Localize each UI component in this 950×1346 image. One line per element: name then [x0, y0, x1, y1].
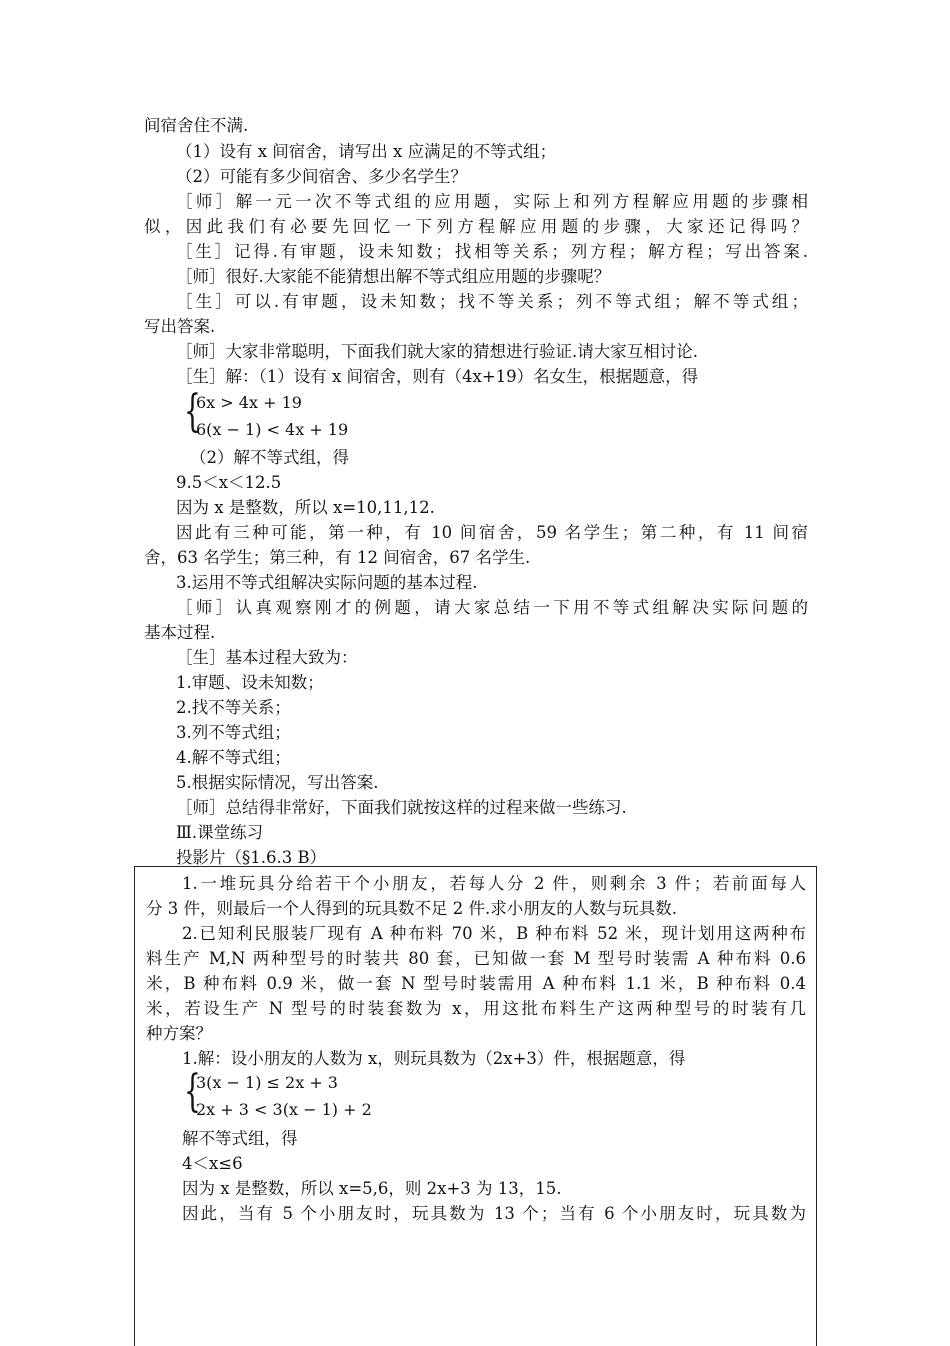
- exercise-line: 因为 x 是整数，所以 x=5,6，则 2x+3 为 13，15.: [182, 1179, 562, 1198]
- exercise-line: 因此，当有 5 个小朋友时，玩具数为 13 个；当有 6 个小朋友时，玩具数为: [182, 1204, 806, 1223]
- exercise-line: 米，若设生产 N 型号的时装套数为 x，用这批布料生产这两种型号的时装有几: [146, 999, 806, 1018]
- text-line: ［师］解一元一次不等式组的应用题，实际上和列方程解应用题的步骤相: [176, 192, 808, 211]
- list-item: 3.列不等式组；: [176, 723, 291, 742]
- list-item: 5.根据实际情况，写出答案.: [176, 773, 379, 792]
- text-line: 写出答案.: [144, 317, 216, 336]
- text-line: 基本过程.: [144, 623, 216, 642]
- text-line: 间宿舍住不满.: [144, 116, 249, 135]
- inequality-line: 6x > 4x + 19: [196, 393, 302, 412]
- brace-symbol: {: [184, 1066, 201, 1117]
- list-item: 1.审题、设未知数；: [176, 673, 324, 692]
- exercise-line: 1.解：设小朋友的人数为 x，则玩具数为（2x+3）件，根据题意，得: [182, 1049, 686, 1068]
- section-heading: 3.运用不等式组解决实际问题的基本过程.: [176, 573, 478, 592]
- text-line: 9.5＜x＜12.5: [176, 473, 282, 492]
- list-item: 2.找不等关系；: [176, 698, 291, 717]
- text-line: ［生］解：（1）设有 x 间宿舍，则有（4x+19）名女生，根据题意，得: [176, 367, 699, 386]
- exercise-line: 解不等式组，得: [182, 1129, 298, 1148]
- text-line: （2）解不等式组，得: [190, 448, 349, 467]
- inequality-line: 3(x − 1) ≤ 2x + 3: [196, 1073, 338, 1092]
- exercise-line: 4＜x≤6: [182, 1154, 243, 1173]
- exercise-line: 种方案？: [146, 1024, 212, 1043]
- exercise-line: 1.一堆玩具分给若干个小朋友，若每人分 2 件，则剩余 3 件；若前面每人: [182, 874, 806, 893]
- brace-symbol: {: [184, 386, 201, 437]
- text-line: 投影片（§1.6.3 B）: [176, 848, 327, 867]
- section-heading: Ⅲ.课堂练习: [176, 823, 264, 842]
- text-line: （1）设有 x 间宿舍，请写出 x 应满足的不等式组；: [176, 142, 557, 161]
- text-line: ［师］很好.大家能不能猜想出解不等式组应用题的步骤呢？: [176, 267, 611, 286]
- text-line: ［师］认真观察刚才的例题，请大家总结一下用不等式组解决实际问题的: [176, 598, 808, 617]
- text-line: 因此有三种可能，第一种，有 10 间宿舍，59 名学生；第二种，有 11 间宿: [176, 523, 808, 542]
- text-line: （2）可能有多少间宿舍、多少名学生？: [176, 167, 467, 186]
- text-line: 舍，63 名学生；第三种，有 12 间宿舍，67 名学生.: [144, 548, 531, 567]
- text-line: ［生］基本过程大致为：: [176, 648, 358, 667]
- exercise-line: 料生产 M,N 两种型号的时装共 80 套，已知做一套 M 型号时装需 A 种布料 0.6: [146, 949, 806, 968]
- text-line: ［生］可以.有审题，设未知数；找不等关系；列不等式组；解不等式组；: [176, 292, 808, 311]
- inequality-line: 2x + 3 < 3(x − 1) + 2: [196, 1100, 372, 1119]
- list-item: 4.解不等式组；: [176, 748, 291, 767]
- text-line: 因为 x 是整数，所以 x=10,11,12.: [176, 498, 435, 517]
- text-line: ［师］总结得非常好，下面我们就按这样的过程来做一些练习.: [176, 798, 627, 817]
- exercise-line: 分 3 件，则最后一个人得到的玩具数不足 2 件.求小朋友的人数与玩具数.: [146, 899, 677, 918]
- inequality-line: 6(x − 1) < 4x + 19: [196, 420, 349, 439]
- text-line: ［师］大家非常聪明，下面我们就大家的猜想进行验证.请大家互相讨论.: [176, 342, 698, 361]
- exercise-line: 2.已知利民服装厂现有 A 种布料 70 米，B 种布料 52 米，现计划用这两种布: [182, 924, 806, 943]
- exercise-line: 米，B 种布料 0.9 米，做一套 N 型号时装需用 A 种布料 1.1 米，B 种布料 0.4: [146, 974, 806, 993]
- text-line: ［生］记得.有审题，设未知数；找相等关系；列方程；解方程；写出答案.: [176, 242, 808, 261]
- text-line: 似，因此我们有必要先回忆一下列方程解应用题的步骤，大家还记得吗？: [144, 217, 808, 236]
